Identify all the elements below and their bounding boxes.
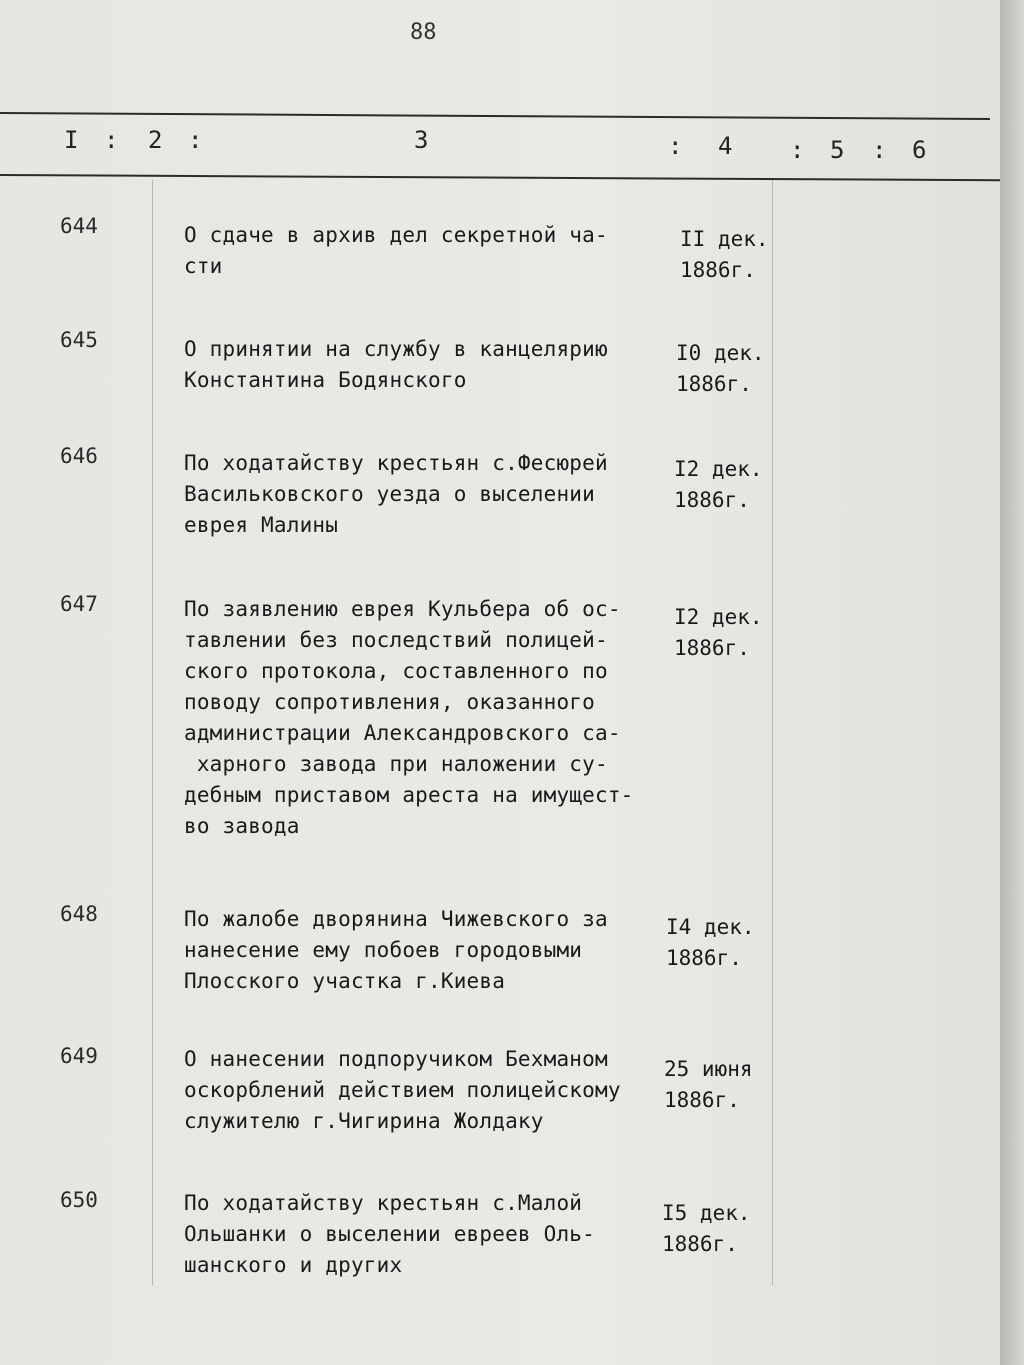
entry-title: О сдаче в архив дел секретной ча- сти bbox=[184, 223, 608, 278]
entry-number: 649 bbox=[60, 1044, 98, 1068]
entry-date: I2 дек. 1886г. bbox=[674, 457, 763, 512]
column-header-4: 4 bbox=[718, 132, 733, 160]
entry-number: 645 bbox=[60, 328, 98, 352]
column-header-2: 2 bbox=[148, 126, 163, 154]
entry-date: I2 дек. 1886г. bbox=[674, 605, 763, 660]
entry-title: По ходатайству крестьян с.Малой Ольшанки о выселении евреев Оль- шанского и других bbox=[184, 1191, 595, 1277]
entry-date: II дек. 1886г. bbox=[680, 227, 769, 282]
column-separator: : bbox=[790, 136, 805, 164]
entry-number: 644 bbox=[60, 214, 98, 238]
column-header-1: I bbox=[64, 126, 79, 154]
column-header-3: 3 bbox=[414, 126, 429, 154]
column-separator: : bbox=[668, 132, 683, 160]
page-number: 88 bbox=[410, 20, 437, 45]
column-separator: : bbox=[872, 136, 887, 164]
entry-title: О принятии на службу в канцелярию Константина Бодянского bbox=[184, 337, 608, 392]
entry-date: I5 дек. 1886г. bbox=[662, 1201, 751, 1256]
entry-number: 650 bbox=[60, 1188, 98, 1212]
entry-date: I4 дек. 1886г. bbox=[666, 915, 755, 970]
entry-title: По жалобе дворянина Чижевского за нанесение ему побоев городовыми Плосского участка г.Киева bbox=[184, 907, 608, 993]
entry-title: По ходатайству крестьян с.Фесюрей Васильковского уезда о выселении еврея Малины bbox=[184, 451, 608, 537]
entry-title: По заявлению еврея Кульбера об ос- тавлении без последствий полицей- ского протокола, составленного по поводу сопротивления, оказанного администрации Александровского са- харного завода при наложении су- дебным приставом ареста на имущест- во завода bbox=[184, 597, 634, 838]
column-separator: : bbox=[188, 126, 203, 154]
column-header-6: 6 bbox=[912, 136, 927, 164]
entry-title: О нанесении подпоручиком Бехманом оскорблений действием полицейскому служителю г.Чигирина Жолдаку bbox=[184, 1047, 621, 1133]
entry-number: 646 bbox=[60, 444, 98, 468]
entry-number: 648 bbox=[60, 902, 98, 926]
entry-date: 25 июня 1886г. bbox=[664, 1057, 753, 1112]
column-rule bbox=[152, 180, 153, 1285]
column-header-5: 5 bbox=[830, 136, 845, 164]
page-edge bbox=[1000, 0, 1024, 1365]
column-separator: : bbox=[104, 126, 119, 154]
entry-number: 647 bbox=[60, 592, 98, 616]
entry-date: I0 дек. 1886г. bbox=[676, 341, 765, 396]
